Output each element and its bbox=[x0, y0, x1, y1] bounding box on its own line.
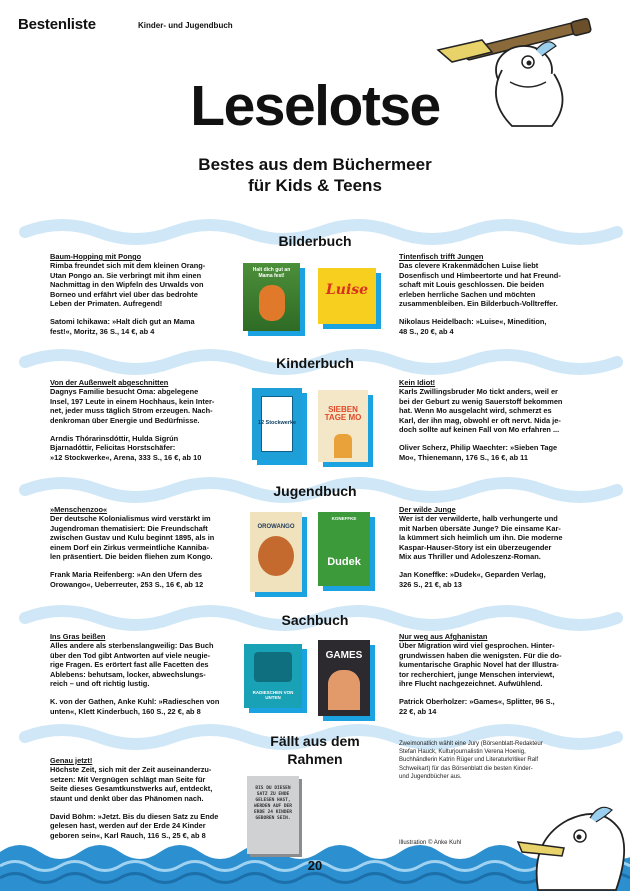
cover-games bbox=[318, 640, 370, 716]
review-mo bbox=[399, 378, 585, 462]
review-title: Ins Gras beißen bbox=[50, 632, 106, 641]
masthead-title: Leselotse bbox=[190, 74, 440, 138]
subtitle-line-2: für Kids & Teens bbox=[248, 176, 382, 195]
category-kinderbuch: Kinderbuch bbox=[276, 355, 354, 371]
section-label: Kinder- und Jugendbuch bbox=[138, 21, 233, 30]
cover-title: Dudek bbox=[327, 556, 361, 568]
review-menschenzoo bbox=[50, 505, 228, 589]
review-credit: K. von der Gathen, Anke Kuhl: »Radieschen von unten«, Klett Kinderbuch, 160 S., 22 €, ab 8 bbox=[50, 697, 220, 716]
category-bilderbuch: Bilderbuch bbox=[278, 233, 352, 249]
review-body: Höchste Zeit, sich mit der Zeit auseinanderzu- setzen: Mit Vergnügen schlägt man Seite für Seite dieses Gesamtkunstwerks auf, entdeckt, staunt und denkt über das Phänomen nach. bbox=[50, 765, 213, 803]
review-title: Von der Außenwelt abgeschnitten bbox=[50, 378, 169, 387]
review-credit: Jan Koneffke: »Dudek«, Geparden Verlag, 326 S., 21 €, ab 13 bbox=[399, 570, 546, 589]
category-rahmen-line-1: Fällt aus dem bbox=[270, 733, 360, 749]
review-satz bbox=[50, 756, 238, 840]
review-body: Dagnys Familie besucht Oma: abgelegene Insel, 197 Leute in einem Hochhaus, kein Inter- net, jeder muss täglich Strom erzeugen. Nach- denkroman über Energie und Bedürfnisse. bbox=[50, 387, 215, 425]
review-title: Genau jetzt! bbox=[50, 756, 93, 765]
review-credit: David Böhm: »Jetzt. Bis du diesen Satz zu Ende gelesen hast, werden auf der Erde 24 Kinder geboren sein«, Karl Rauch, 116 S., 25 €, ab 8 bbox=[50, 812, 219, 840]
illustration-credit: Illustration © Anke Kuhl bbox=[399, 840, 462, 846]
jury-note: Zweimonatlich wählt eine Jury (Börsenblatt-Redakteur Stefan Hauck, Kulturjournalistin Verena Hoenig, Buchhändlerin Katrin Rüger und Literaturkritiker Ralf Schweikart) für das Börsenblatt die besten Kinder- und Jugendbücher aus. bbox=[399, 741, 543, 780]
review-title: Baum-Hopping mit Pongo bbox=[50, 252, 142, 261]
cover-radieschen bbox=[244, 644, 302, 708]
review-credit: Arndis Thórarinsdóttir, Hulda Sigrún Bjarnadóttir, Felicitas Horstschäfer: »12 Stockwerke«, Arena, 333 S., 16 €, ab 10 bbox=[50, 434, 202, 462]
cover-author: KONEFFKE bbox=[331, 516, 357, 521]
orang-utan-icon bbox=[259, 285, 285, 321]
review-credit: Frank Maria Reifenberg: »An den Ufern des Orowango«, Ueberreuter, 253 S., 16 €, ab 12 bbox=[50, 570, 204, 589]
review-body: Rimba freundet sich mit dem kleinen Orang- Utan Pongo an. Sie verbringt mit ihm einen Nachmittag in den Wipfeln des Urwalds von Borneo und erfährt viel über das bedrohte Leben der Primaten. Aufregend! bbox=[50, 261, 206, 309]
bird-with-telescope-illustration bbox=[432, 10, 602, 130]
subtitle-line-1: Bestes aus dem Büchermeer bbox=[198, 155, 432, 174]
cover-title: GAMES bbox=[325, 650, 363, 661]
review-credit: Nikolaus Heidelbach: »Luise«, Minedition, 48 S., 20 €, ab 4 bbox=[399, 317, 547, 336]
kicker-bestenliste: Bestenliste bbox=[18, 16, 96, 33]
review-body: Das clevere Krakenmädchen Luise liebt Dosenfisch und Himbeertorte und hat Freund- schaft mit Louis geschlossen. Die beiden erleben herrliche Sachen und möchten zusammenbleiben. Ein Bilderbuch-Volltreffer. bbox=[399, 261, 561, 309]
cover-title: Luise bbox=[325, 282, 369, 298]
cover-12-stockwerke bbox=[252, 388, 302, 460]
review-stockwerke bbox=[50, 378, 228, 462]
category-rahmen-line-2: Rahmen bbox=[287, 751, 343, 767]
review-title: Nur weg aus Afghanistan bbox=[399, 632, 488, 641]
cover-title: BIS DU DIESEN SATZ ZU ENDE GELESEN HAST, WERDEN AUF DER ERDE 24 KINDER GEBOREN SEIN. bbox=[254, 786, 292, 821]
review-pongo bbox=[50, 252, 228, 336]
review-dudek bbox=[399, 505, 585, 589]
cover-title: OROWANGO bbox=[257, 524, 295, 530]
cover-orowango bbox=[250, 512, 302, 592]
review-body: Alles andere als sterbenslangweilig: Das Buch über den Tod gibt Antworten auf viele neugie- rige Fragen. Es erörtert fast alle Facetten des Ablebens: behutsam, locker, abwechslungs- reich – und oft richtig lustig. bbox=[50, 641, 214, 689]
review-title: Kein Idiot! bbox=[399, 378, 436, 387]
review-title: »Menschenzoo« bbox=[50, 505, 108, 514]
review-radieschen bbox=[50, 632, 228, 716]
cover-title: SIEBEN TAGE MO bbox=[324, 405, 362, 422]
cover-title: Halt dich gut an Mama fest! bbox=[252, 267, 291, 279]
cover-title: 12 Stockwerke bbox=[257, 420, 297, 426]
cover-dudek bbox=[318, 512, 370, 586]
category-sachbuch: Sachbuch bbox=[281, 612, 349, 628]
category-jugendbuch: Jugendbuch bbox=[273, 483, 357, 499]
face-illustration-icon bbox=[328, 670, 360, 710]
review-body: Der deutsche Kolonialismus wird verstärkt im Jugendroman thematisiert: Die Freundschaft zwischen Gustav und Kulu beginnt 1895, als in einem Dorf ein Zirkus vermeintliche Kanniba- len präsentiert. Die beiden fliehen zum Kongo. bbox=[50, 514, 215, 562]
review-title: Der wilde Junge bbox=[399, 505, 456, 514]
boy-figure-icon bbox=[334, 434, 352, 458]
cover-luise bbox=[318, 268, 376, 324]
review-body: Über Migration wird viel gesprochen. Hinter- grundwissen haben die wenigsten. Für die do- kumentarische Graphic Novel hat der Illustra- tor recherchiert, junge Menschen interviewt, ihre Flucht nachgezeichnet. Aufwühlend. bbox=[399, 641, 562, 689]
cover-sieben-tage-mo bbox=[318, 390, 368, 462]
review-body: Karls Zwillingsbruder Mo tickt anders, weil er bei der Geburt zu wenig Sauerstoff bekommen hat. Wenn Mo ausgelacht wird, schmerzt es Karl, der ihn mag, obwohl er oft nervt. Nida je- doch sollte auf keinen Fall von Mo erfahren ... bbox=[399, 387, 563, 435]
review-luise bbox=[399, 252, 585, 336]
review-games bbox=[399, 632, 585, 716]
bird-in-sea-illustration bbox=[498, 790, 630, 891]
review-body: Wer ist der verwilderte, halb verhungerte und mit Narben übersäte Junge? Die einsame Kar- la kümmert sich heimlich um ihn. Die moderne Kaspar-Hauser-Story ist ein überzeugender Mix aus Thriller und Adoleszenz-Roman. bbox=[399, 514, 563, 562]
cover-jetzt bbox=[247, 776, 299, 854]
review-title: Tintenfisch trifft Jungen bbox=[399, 252, 484, 261]
cover-halt-dich-gut bbox=[243, 263, 300, 331]
cover-title: RADIESCHEN VON UNTEN bbox=[252, 690, 294, 700]
review-credit: Oliver Scherz, Philip Waechter: »Sieben Tage Mo«, Thienemann, 176 S., 16 €, ab 11 bbox=[399, 443, 558, 462]
jungle-scene-icon bbox=[258, 536, 294, 576]
illustration-block-icon bbox=[254, 652, 292, 682]
review-credit: Satomi Ichikawa: »Halt dich gut an Mama fest!«, Moritz, 36 S., 14 €, ab 4 bbox=[50, 317, 195, 336]
review-credit: Patrick Oberholzer: »Games«, Splitter, 96 S., 22 €, ab 14 bbox=[399, 697, 555, 716]
page-number: 20 bbox=[307, 858, 323, 873]
